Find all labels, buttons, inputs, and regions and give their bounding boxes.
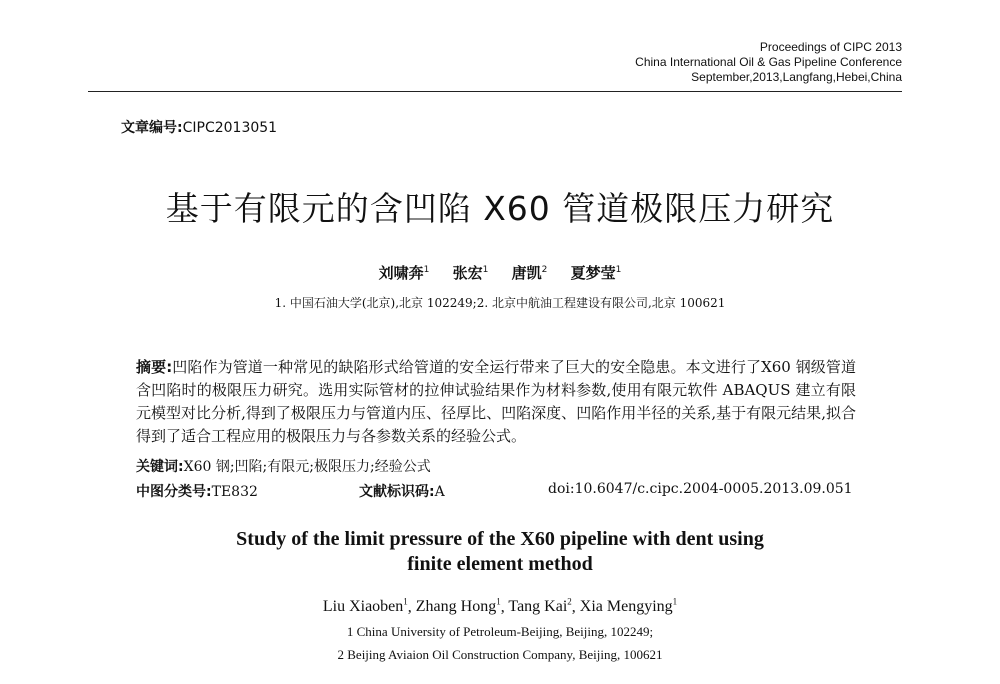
keywords <box>136 456 431 476</box>
english-author: Tang Kai$^2$ <box>508 597 572 616</box>
keywords-label: 关键词: <box>136 459 184 475</box>
article-number <box>121 117 277 137</box>
header-line-1: Proceedings of CIPC 2013 <box>759 40 902 54</box>
abstract-label: 摘要: <box>136 358 173 376</box>
document-code-label: 文献标识码: <box>359 484 435 500</box>
doi-value: 10.6047/c.cipc.2004-0005.2013.09.051 <box>574 481 853 497</box>
english-author: Xia Mengying$^1$ <box>579 597 678 616</box>
chinese-authors <box>0 262 1000 283</box>
english-affiliation-1: 1 China University of Petroleum-Beijing, Beijing, 102249; <box>346 624 654 639</box>
keywords-text: X60 钢;凹陷;有限元;极限压力;经验公式 <box>183 459 431 475</box>
article-number-value: CIPC2013051 <box>182 120 278 136</box>
english-author: Liu Xiaoben$^1$ <box>322 597 408 616</box>
classification-value: TE832 <box>211 484 258 500</box>
abstract-text: 凹陷作为管道一种常见的缺陷形式给管道的安全运行带来了巨大的安全隐患。本文进行了X60 钢级管道含凹陷时的极限压力研究。选用实际管材的拉伸试验结果作为材料参数,使用有限元软件 ABAQUS 建立有限元模型对比分析,得到了极限压力与管道内压、径厚比、凹陷深度、凹陷作用半径的关系,基于有限元结果,拟合得到了适合工程应用的极限压力与各参数关系的经验公式。 <box>136 358 857 445</box>
header-divider <box>88 91 902 92</box>
english-authors: Liu Xiaoben$^1$, Zhang Hong$^1$, Tang Kai$^2$, Xia Mengying$^1$ <box>322 597 678 616</box>
header-line-3: September,2013,Langfang,Hebei,China <box>691 70 902 84</box>
classification-label: 中图分类号: <box>136 484 212 500</box>
classification-number <box>136 481 258 501</box>
english-title <box>0 527 1000 577</box>
chinese-author: 唐凯$^2$ <box>511 264 548 282</box>
chinese-affiliation: 1. 中国石油大学(北京),北京 102249;2. 北京中航油工程建设有限公司,北京 100621 <box>274 296 726 310</box>
abstract <box>136 356 856 448</box>
chinese-author: 刘啸奔$^1$ <box>378 264 430 282</box>
doi <box>548 481 853 497</box>
article-number-label: 文章编号: <box>121 120 183 136</box>
document-code-value: A <box>434 484 445 500</box>
english-affiliation-2: 2 Beijing Aviaion Oil Construction Company, Beijing, 100621 <box>337 647 663 662</box>
english-author: Zhang Hong$^1$ <box>415 597 501 616</box>
english-title-line-2: finite element method <box>407 553 593 575</box>
document-code <box>359 481 445 501</box>
english-title-line-1: Study of the limit pressure of the X60 pipeline with dent using <box>236 528 764 550</box>
header-line-2: China International Oil & Gas Pipeline Conference <box>635 55 902 69</box>
chinese-author: 夏梦莹$^1$ <box>570 264 622 282</box>
conference-header <box>635 40 902 85</box>
chinese-author: 张宏$^1$ <box>452 264 489 282</box>
doi-label: doi: <box>548 481 575 497</box>
chinese-title: 基于有限元的含凹陷 X60 管道极限压力研究 <box>165 189 835 228</box>
